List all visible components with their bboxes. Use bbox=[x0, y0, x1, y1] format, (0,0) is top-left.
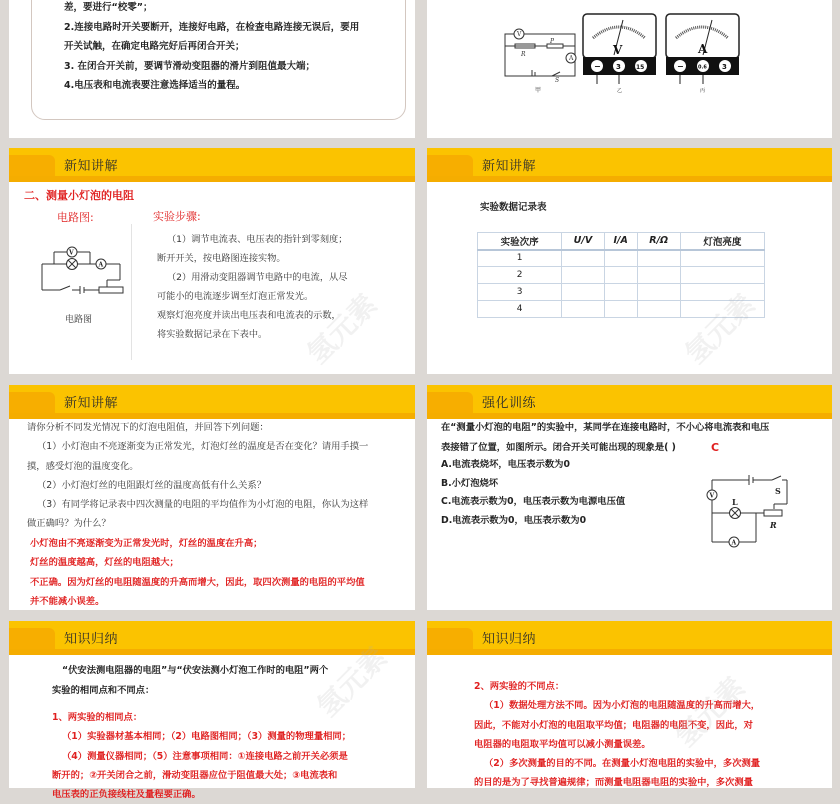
svg-text:A: A bbox=[98, 261, 104, 269]
watermark: 氢元素 bbox=[310, 640, 394, 724]
column-header: I/A bbox=[604, 233, 637, 250]
watermark: 氢元素 bbox=[300, 287, 384, 371]
slider-label: P bbox=[550, 38, 555, 45]
column-header: R/Ω bbox=[637, 233, 680, 250]
slide-header-title: 新知讲解 bbox=[482, 159, 537, 174]
precaution-line: 开关试触，在确定电路完好后再闭合开关； bbox=[64, 41, 245, 52]
column-header: 灯泡亮度 bbox=[680, 233, 764, 250]
point-line: 的目的是为了寻找普遍规律；而测量电阻器电阻的实验中，多次测量 bbox=[474, 777, 753, 789]
table-row: 2 bbox=[478, 267, 765, 284]
step-line: 观察灯泡亮度并读出电压表和电流表的示数， bbox=[157, 310, 341, 321]
slide-header bbox=[427, 148, 832, 182]
slide-exercise[interactable] bbox=[427, 385, 832, 610]
section-title: 二、测量小灯泡的电阻 bbox=[24, 189, 134, 202]
option-b[interactable]: B.小灯泡烧坏 bbox=[441, 477, 499, 489]
answers bbox=[30, 534, 415, 611]
option-d[interactable]: D.电流表示数为0，电压表示数为0 bbox=[441, 514, 587, 526]
options-list bbox=[441, 456, 691, 530]
voltmeter-label: V bbox=[517, 31, 522, 38]
point-line: （1）实验器材基本相同；（2）电路图相同；（3）测量的物理量相同； bbox=[62, 731, 352, 743]
ammeter-symbol: A bbox=[698, 42, 708, 56]
point-line: （4）测量仪器相同；（5）注意事项相同：①连接电路之前开关必须是 bbox=[62, 750, 348, 762]
diagram-label: 电路图: bbox=[57, 211, 94, 224]
voltmeter-symbol: V bbox=[613, 43, 623, 57]
steps-list bbox=[157, 230, 412, 344]
point-line: 因此，不能对小灯泡的电阻取平均值；电阻器的电阻不变，因此，对 bbox=[474, 719, 753, 731]
step-line: （2）用滑动变阻器调节电路中的电流，从尽 bbox=[167, 272, 348, 283]
steps-label: 实验步骤: bbox=[153, 210, 201, 223]
circuit-diagram-icon bbox=[42, 244, 132, 304]
table-row: 1 bbox=[478, 250, 765, 267]
slide-header bbox=[9, 385, 415, 419]
table-header-row bbox=[478, 233, 765, 250]
precaution-line: 2.连接电路时开关要断开，连接好电路，在检查电路连接无误后，要用 bbox=[64, 21, 360, 33]
slide-summary-diff[interactable] bbox=[427, 621, 832, 788]
answer-line: 并不能减小误差。 bbox=[30, 595, 105, 607]
switch-label: S bbox=[555, 77, 560, 84]
precaution-line: 4.电压表和电流表要注意选择适当的量程。 bbox=[64, 80, 246, 91]
voltmeter-label: V bbox=[709, 492, 715, 500]
table-row: 4 bbox=[478, 301, 765, 318]
option-c[interactable]: C.电流表示数为0，电压表示数为电源电压值 bbox=[441, 496, 626, 507]
point-line: （1）数据处理方法不同。因为小灯泡的电阻随温度的升高而增大， bbox=[484, 700, 761, 712]
questions bbox=[27, 418, 412, 534]
slide-header-title: 新知讲解 bbox=[64, 159, 119, 174]
precaution-line: 3. 在闭合开关前，要调节滑动变阻器的滑片到阻值最大端； bbox=[64, 60, 316, 72]
precaution-line: 差，要进行“校零”； bbox=[64, 2, 153, 13]
circuit-diagram-icon bbox=[427, 0, 827, 100]
slide-analysis[interactable] bbox=[9, 385, 415, 610]
question-line: 做正确吗？为什么？ bbox=[27, 518, 111, 530]
intro bbox=[52, 661, 412, 700]
voltmeter-icon bbox=[583, 14, 656, 94]
resistor-label: R bbox=[521, 51, 526, 58]
ammeter-caption: 丙 bbox=[700, 88, 706, 94]
question-line: 摸，感受灯泡的温度变化。 bbox=[27, 460, 139, 472]
slide-header-title: 强化训练 bbox=[482, 396, 537, 411]
slide-header bbox=[9, 148, 415, 182]
column-header: U/V bbox=[562, 233, 604, 250]
terminal-15v: 15 bbox=[636, 64, 645, 71]
slide-header-title: 知识归纳 bbox=[64, 632, 119, 647]
voltmeter-caption: 乙 bbox=[617, 88, 623, 94]
question-line: （1）小灯泡由不亮逐渐变为正常发光，灯泡灯丝的温度是否在变化？请用手摸一 bbox=[37, 441, 369, 453]
divider bbox=[131, 224, 132, 360]
ammeter-icon bbox=[666, 14, 739, 94]
answer-line: 小灯泡由不亮逐渐变为正常发光时，灯丝的温度在升高； bbox=[30, 538, 263, 549]
terminal-0-6a: 0.6 bbox=[698, 64, 707, 71]
terminal-negative: − bbox=[594, 62, 601, 71]
point-line: （2）多次测量的目的不同。在测量小灯泡电阻的实验中，多次测量 bbox=[484, 758, 761, 770]
question-line: 请你分析不同发光情况下的灯泡电阻值，并回答下列问题： bbox=[27, 422, 269, 433]
slide-precautions[interactable] bbox=[9, 0, 415, 138]
slide-measure-bulb[interactable] bbox=[9, 148, 415, 374]
terminal-3v: 3 bbox=[616, 63, 621, 71]
diagram-caption: 电路图 bbox=[65, 315, 93, 325]
step-line: （1）调节电流表、电压表的指针到零刻度； bbox=[167, 234, 348, 245]
lamp-label: L bbox=[732, 497, 738, 507]
answer-badge: C bbox=[711, 440, 720, 454]
switch-label: S bbox=[775, 486, 781, 496]
slide-header-title: 新知讲解 bbox=[64, 396, 119, 411]
section-title: 2、两实验的不同点： bbox=[474, 681, 565, 692]
step-line: 将实验数据记录在下表中。 bbox=[157, 329, 268, 340]
data-table bbox=[477, 232, 765, 318]
answer-line: 灯丝的温度越高，灯丝的电阻越大； bbox=[30, 557, 179, 569]
slide-header-title: 知识归纳 bbox=[482, 632, 537, 647]
point-line: 电阻器的电阻取平均值可以减小测量误差。 bbox=[474, 738, 651, 750]
question-line: 表接错了位置，如图所示。闭合开关可能出现的现象是( ) bbox=[441, 441, 676, 453]
question bbox=[441, 418, 831, 457]
answer-line: 不正确。因为灯丝的电阻随温度的升高而增大，因此，取四次测量的电阻的平均值 bbox=[30, 576, 365, 588]
ammeter-label: A bbox=[731, 539, 737, 547]
figure-caption: 甲 bbox=[535, 87, 542, 94]
intro-line: “伏安法测电阻器的电阻”与“伏安法测小灯泡工作时的电阻”两个 bbox=[62, 665, 329, 676]
slide-summary-same[interactable] bbox=[9, 621, 415, 801]
circuit-diagram-icon bbox=[692, 470, 792, 550]
step-line: 断开开关，按电路图连接实物。 bbox=[157, 253, 286, 264]
section-title: 1、两实验的相同点： bbox=[52, 712, 143, 723]
slide-meters[interactable] bbox=[427, 0, 832, 138]
column-header: 实验次序 bbox=[478, 233, 562, 250]
step-line: 可能小的电流逐步调至灯泡正常发光。 bbox=[157, 291, 314, 302]
slide-header bbox=[9, 621, 415, 655]
same-points bbox=[52, 708, 412, 804]
point-line: 断开的；②开关闭合之前，滑动变阻器应位于阻值最大处；③电流表和 bbox=[52, 769, 338, 781]
diff-points bbox=[474, 677, 829, 793]
rheostat-label: R bbox=[770, 520, 777, 530]
watermark: 氢元素 bbox=[668, 670, 752, 754]
table-row: 3 bbox=[478, 284, 765, 301]
terminal-negative: − bbox=[677, 62, 684, 71]
slide-header bbox=[427, 621, 832, 655]
slide-data-table[interactable] bbox=[427, 148, 832, 374]
point-line: 电压表的正负接线柱及量程要正确。 bbox=[52, 789, 201, 801]
slide-header bbox=[427, 385, 832, 419]
precautions-text bbox=[64, 0, 409, 96]
intro-line: 实验的相同点和不同点： bbox=[52, 684, 155, 696]
watermark: 氢元素 bbox=[678, 287, 762, 371]
question-line: 在“测量小灯泡的电阻”的实验中，某同学在连接电路时，不小心将电流表和电压 bbox=[441, 422, 770, 433]
question-line: （2）小灯泡灯丝的电阻跟灯丝的温度高低有什么关系？ bbox=[37, 479, 267, 491]
table-title: 实验数据记录表 bbox=[480, 202, 547, 213]
terminal-3a: 3 bbox=[722, 63, 727, 71]
question-line: （3）有同学将记录表中四次测量的电阻的平均值作为小灯泡的电阻，你认为这样 bbox=[37, 499, 369, 511]
ammeter-label: A bbox=[569, 55, 574, 62]
svg-text:V: V bbox=[69, 249, 74, 257]
option-a[interactable]: A.电流表烧坏，电压表示数为0 bbox=[441, 459, 570, 470]
